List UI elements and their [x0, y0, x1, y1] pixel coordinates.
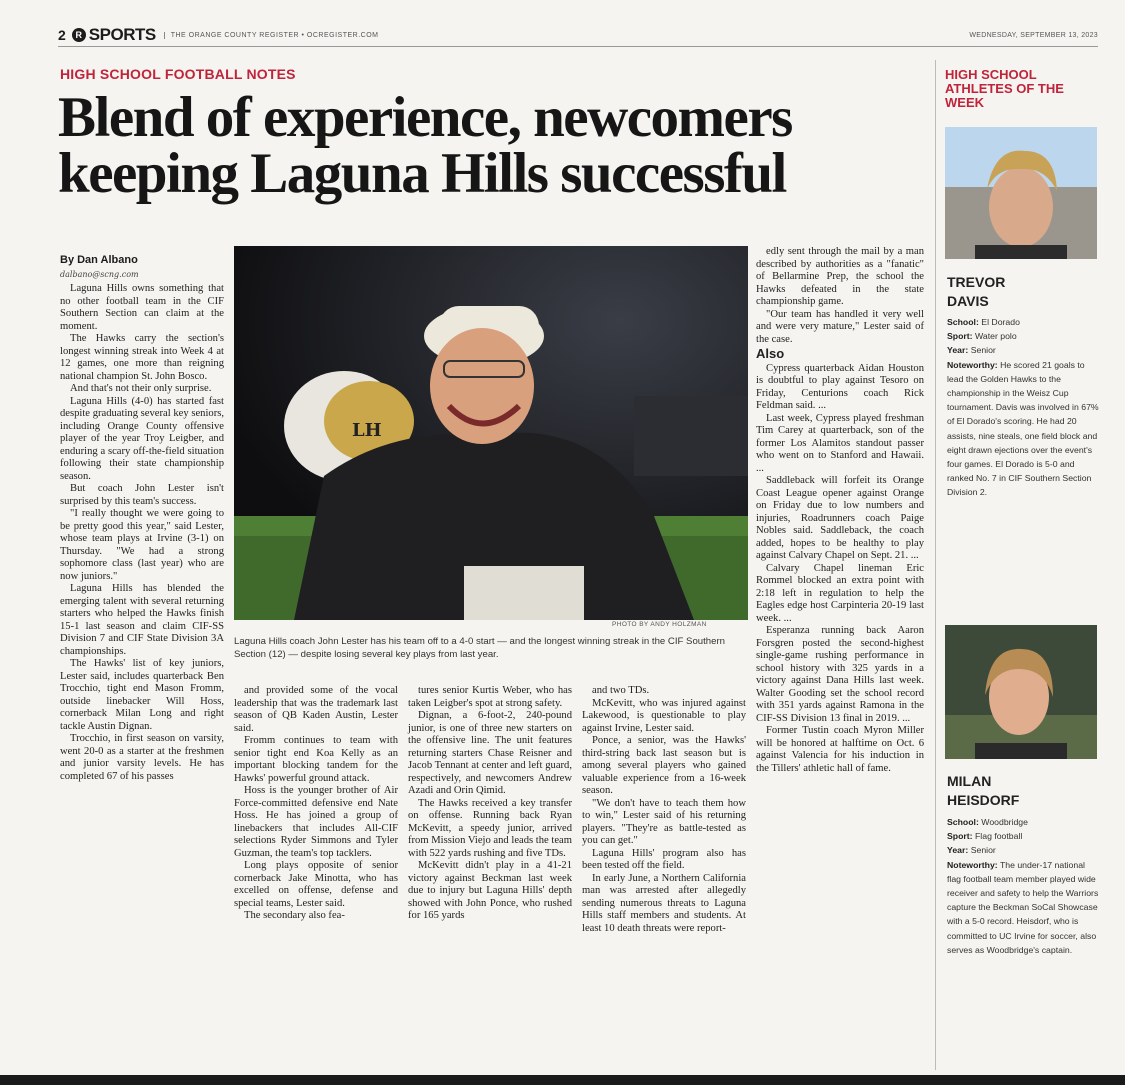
article-paragraph: McKevitt, who was injured against Lakewood, is questionable to play against Irvine, Lester said. [582, 697, 746, 734]
article-paragraph: Saddleback will forfeit its Orange Coast League opener against Orange on Friday due to low numbers and injuries, Roadrunners coach Paige Nobles said. Saddleback, the coach added, hopes to be healthy to play against Calvary Chapel on Sept. 21. ... [756, 475, 924, 561]
year-row: Year: Senior [947, 845, 996, 856]
athlete-portrait [945, 127, 1097, 259]
article-paragraph: Cypress quarterback Aidan Houston is doubtful to play against Tesoro on Friday, Centurions coach Rick Feldman said. ... [756, 362, 924, 411]
sport-row: Sport: Water polo [947, 331, 1017, 342]
article-paragraph: Ponce, a senior, was the Hawks' third-string back last season but is among several players who gained valuable experience from a 16-week season. [582, 735, 746, 796]
note-row: Noteworthy: The under-17 national flag football team member played wide receiver and safety to help the Warriors capture the Beckman SoCal Showcase with a 5-0 record. Heisdorf, who is committed to UC Irvine for soccer, also serves as Woodbridge's captain. [947, 859, 1099, 955]
section-name: SPORTS [88, 25, 156, 44]
article-paragraph: The Hawks carry the section's longest winning streak into Week 4 at 12 games, one more than reigning national champion St. John Bosco. [60, 333, 224, 382]
article-column-3 [408, 685, 572, 1065]
article-headline [58, 86, 938, 205]
athlete-first-name: TREVOR [947, 274, 1006, 290]
also-heading: Also [756, 346, 785, 361]
issue-date: WEDNESDAY, SEPTEMBER 13, 2023 [969, 31, 1098, 39]
article-column-2 [234, 685, 398, 1065]
school-row: School: Woodbridge [947, 817, 1028, 827]
headline-line: Blend of experience, newcomers [58, 86, 792, 149]
photo-caption: Laguna Hills coach John Lester has his team off to a 4-0 start — and the longest winning streak in the CIF Southern Section (12) — despite losing several key plays from last year. [234, 636, 725, 660]
headline-line: keeping Laguna Hills successful [58, 142, 786, 205]
article-column-4 [582, 685, 746, 1065]
athlete-name [947, 273, 1005, 311]
article-paragraph: Esperanza running back Aaron Forsgren posted the second-highest single-game rushing performance in school history with 325 yards in a victory against Dana Hills last week. Walter Gooding set the school record with 351 yards against Ramona in the CIF-SS Division 13 final in 2019. ... [756, 625, 924, 724]
article-paragraph: In early June, a Northern California man was arrested after allegedly sending numerous threats to Laguna Hills staff members and students. At least 10 death threats were report- [582, 872, 746, 934]
page-number: 2 [58, 27, 66, 43]
column-divider [935, 60, 936, 1070]
author-email: dalbano@scng.com [60, 270, 139, 279]
article-paragraph: "Our team has handled it very well and were very mature," Lester said of the case. [756, 308, 924, 345]
athlete-first-name: MILAN [947, 773, 992, 789]
article-paragraph: Hoss is the younger brother of Air Force-committed defensive end Nate Hoss. He has joined a group of linebackers that includes All-CIF selections Ryder Simmons and Tyler Guzman, the team's top tacklers. [234, 785, 398, 859]
athlete-last-name: HEISDORF [947, 792, 1020, 808]
article-paragraph: Dignan, a 6-foot-2, 240-pound junior, is one of three new starters on the offensive line. The unit features returning starters Chase Reisner and Jacob Tennant at center and left guard, respectively, and newcomers Andrew Azadi and Orin Qimid. [408, 710, 572, 796]
article-paragraph: Laguna Hills' program also has been tested off the field. [582, 847, 746, 871]
article-paragraph: "We don't have to teach them how to win," Lester said of his returning players. "They're as battle-tested as you can get." [582, 797, 746, 846]
article-paragraph: tures senior Kurtis Weber, who has taken Leigber's spot at strong safety. [408, 685, 572, 709]
article-paragraph: Former Tustin coach Myron Miller will be honored at halftime on Oct. 6 against Valencia for his induction in the Tillers' athletic hall of fame. [756, 725, 924, 774]
article-paragraph: The Hawks received a key transfer on offense. Running back Ryan McKevitt, a speedy junior, arrived from Mission Viejo and leads the team with 522 yards rushing and five TDs. [408, 797, 572, 859]
coach-hug-photo [234, 246, 748, 620]
article-kicker: HIGH SCHOOL FOOTBALL NOTES [60, 66, 296, 82]
article-paragraph: edly sent through the mail by a man described by authorities as a "fanatic" of Bellarmine Prep, the school the Hawks defeated in the state championship game. [756, 246, 924, 307]
article-paragraph: And that's not their only surprise. [70, 383, 212, 394]
athlete-info [947, 815, 1099, 957]
article-paragraph: The secondary also fea- [244, 910, 345, 921]
athlete-last-name: DAVIS [947, 293, 989, 309]
article-paragraph: "I really thought we were going to be pretty good this year," said Lester, whose team plays at Irvine (3-1) on Thursday. "We had a strong sophomore class (last year) who are now juniors." [60, 508, 224, 582]
article-paragraph: The Hawks' list of key juniors, Lester said, includes quarterback Ben Trocchio, tight end Mason Fromm, outside linebacker Will Hoss, cornerback Milan Long and right tackle Austin Dignan. [60, 658, 224, 732]
school-row: School: El Dorado [947, 317, 1020, 327]
sport-row: Sport: Flag football [947, 831, 1023, 842]
article-paragraph: Fromm continues to team with senior tight end Koa Kelly as an important blocking tandem for the Hawks' powerful ground attack. [234, 735, 398, 784]
athlete-name [947, 772, 1019, 810]
article-paragraph: Laguna Hills (4-0) has started fast despite graduating several key seniors, including Orange County offensive player of the year Troy Leigber, and enduring a scary off-the-field situation following their state championship season. [60, 395, 224, 482]
athlete-photo-trevor-davis [945, 127, 1097, 259]
note-row: Noteworthy: He scored 21 goals to lead the Golden Hawks to the championship in the Weisz Cup tournament. Davis was involved in 67% of El Dorado's scoring. He had 20 assists, nine steals, one field block and eight drawn ejections over the event's four games. El Dorado is 5-0 and ranked No. 7 in CIF Southern Section Division 2. [947, 359, 1099, 498]
year-row: Year: Senior [947, 345, 996, 356]
article-paragraph: Last week, Cypress played freshman Tim Carey at quarterback, son of the former Los Alamitos standout passer who went on to Stanford and Hawaii. ... [756, 412, 924, 474]
article-paragraph: Long plays opposite of senior cornerback Jake Minotta, who has excelled on offense, defense and special teams, Lester said. [234, 860, 398, 909]
byline: By Dan Albano [60, 254, 138, 266]
bottom-edge [0, 1075, 1125, 1085]
article-paragraph: Laguna Hills has blended the emerging talent with several returning starters who helped the Hawks finish 15-1 last season and claim CIF-SS Division 7 and CIF State Division 3A championships. [60, 583, 224, 657]
publication-name: THE ORANGE COUNTY REGISTER • OCREGISTER.COM [164, 32, 379, 39]
article-paragraph: McKevitt didn't play in a 41-21 victory against Beckman last week due to injury but Laguna Hills' depth showed with John Ponce, who rushed for 165 yards [408, 860, 572, 921]
masthead [58, 24, 1098, 47]
article-paragraph: But coach John Lester isn't surprised by this team's success. [60, 483, 224, 507]
athlete-portrait [945, 625, 1097, 759]
photo-illustration [234, 246, 748, 620]
article-column-1 [60, 283, 224, 1063]
photo-credit: PHOTO BY ANDY HOLZMAN [612, 621, 707, 628]
article-paragraph: and two TDs. [592, 685, 650, 696]
article-paragraph: Trocchio, in first season on varsity, went 20-0 as a starter at the freshmen and junior varsity levels. He has completed 67 of his passes [60, 733, 224, 782]
article-column-5 [756, 246, 924, 1066]
article-paragraph: Laguna Hills owns something that no other football team in the CIF Southern Section can claim at the moment. [60, 283, 224, 332]
article-paragraph: Calvary Chapel lineman Eric Rommel blocked an extra point with 2:18 left in regulation to help the Eagles edge host Carpinteria 20-19 last week. ... [756, 562, 924, 624]
athlete-info [947, 315, 1099, 500]
column-5-text-bottom [756, 363, 924, 776]
svg-text:LH: LH [352, 420, 382, 441]
column-5-text-top [756, 246, 924, 346]
athlete-photo-milan-heisdorf [945, 625, 1097, 759]
athletes-of-week-title: HIGH SCHOOL ATHLETES OF THE WEEK [945, 67, 1064, 110]
register-logo-icon: R [72, 28, 86, 42]
article-paragraph: and provided some of the vocal leadership that was the trademark last season of QB Kaden Austin, Lester said. [234, 685, 398, 734]
